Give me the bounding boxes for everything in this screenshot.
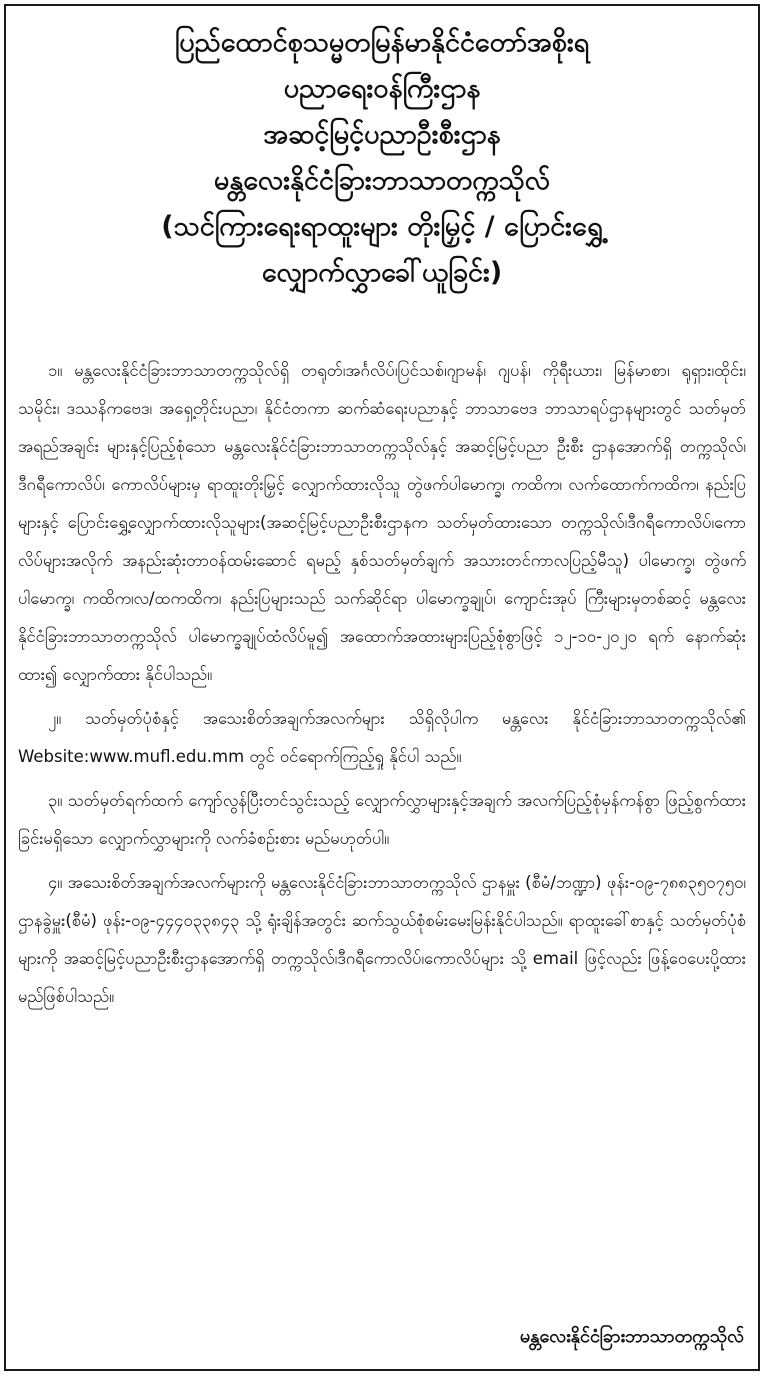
announcement-body [18, 352, 746, 1022]
heading-university: မန္တလေးနိုင်ငံခြားဘာသာတက္ကသိုလ် [213, 165, 551, 196]
signature-university: မန္တလေးနိုင်ငံခြားဘာသာတက္ကသိုလ် [519, 1326, 744, 1347]
paragraph-3: ၃။ သတ်မှတ်ရက်ထက် ကျော်လွန်ပြီးတင်သွင်းသည့် လျှောက်လွှာများနှင့်အချက် အလက်ပြည့်စုံမှန်ကန်စွာ ဖြည့်စွက်ထားခြင်းမရှိသော လျှောက်လွှာများကို လက်ခံစဉ်းစား မည်မဟုတ်ပါ။ [18, 791, 746, 848]
heading-government: ပြည်ထောင်စုသမ္မတမြန်မာနိုင်ငံတော်အစိုးရ [174, 27, 590, 58]
announcement-header [4, 20, 760, 296]
heading-ministry: ပညာရေးဝန်ကြီးဌာန [283, 73, 481, 104]
paragraph-2: ၂။ သတ်မှတ်ပုံစံနှင့် အသေးစိတ်အချက်အလက်များ သိရှိလိုပါက မန္တလေး နိုင်ငံခြားဘာသာတက္ကသိုလ်၏ Website:www.mufl.edu.mm တွင် ဝင်ရောက်ကြည့်ရှု နိုင်ပါ သည်။ [18, 709, 746, 766]
heading-subject-line-1: (သင်ကြားရေးရာထူးများ တိုးမြှင့် / ပြောင်းရွှေ့ [161, 211, 603, 242]
paragraph-4: ၄။ အသေးစိတ်အချက်အလက်များကို မန္တလေးနိုင်ငံခြားဘာသာတက္ကသိုလ် ဌာနမှူး (စီမံ/ဘဏ္ဍာ) ဖုန်း-၀၉-၇၈၈၃၅၀၇၅၀၊ ဌာနခွဲမှူး(စီမံ) ဖုန်း-၀၉-၄၄၄၀၃၃၈၄၃ သို့ ရုံးချိန်အတွင်း ဆက်သွယ်စုံစမ်းမေးမြန်းနိုင်ပါသည်။ ရာထူးခေါ်စာနှင့် သတ်မှတ်ပုံစံ များကို အဆင့်မြင့်ပညာဦးစီးဌာနအောက်ရှိ တက္ကသိုလ်၊ဒီဂရီကောလိပ်၊ကောလိပ်များ သို့ email ဖြင့်လည်း ဖြန့်ဝေပေးပို့ထားမည်ဖြစ်ပါသည်။ [18, 873, 746, 1006]
paragraph-1: ၁။ မန္တလေးနိုင်ငံခြားဘာသာတက္ကသိုလ်ရှိ တရုတ်၊အင်္ဂလိပ်၊ပြင်သစ်၊ဂျာမန်၊ ဂျပန်၊ ကိုရီးယား၊ မြန်မာစာ၊ ရုရှား၊ထိုင်း၊သမိုင်း၊ ဒဿနိကဗေဒ၊ အရှေ့တိုင်းပညာ၊ နိုင်ငံတကာ ဆက်ဆံရေးပညာနှင့် ဘာသာဗေဒ ဘာသာရပ်ဌာနများတွင် သတ်မှတ်အရည်အချင်း များနှင့်ပြည့်စုံသော မန္တလေးနိုင်ငံခြားဘာသာတက္ကသိုလ်နှင့် အဆင့်မြင့်ပညာ ဦးစီး ဌာနအောက်ရှိ တက္ကသိုလ်၊ ဒီဂရီကောလိပ်၊ ကောလိပ်များမှ ရာထူးတိုးမြှင့် လျှောက်ထားလိုသူ တွဲဖက်ပါမောက္ခ၊ ကထိက၊ လက်ထောက်ကထိက၊ နည်းပြများနှင့် ပြောင်းရွှေ့လျှောက်ထားလိုသူများ(အဆင့်မြင့်ပညာဦးစီးဌာနက သတ်မှတ်ထားသော တက္ကသိုလ်၊ဒီဂရီကောလိပ်၊ကောလိပ်များအလိုက် အနည်းဆုံးတာဝန်ထမ်းဆောင် ရမည့် နှစ်သတ်မှတ်ချက် အသားတင်ကာလပြည့်မီသူ) ပါမောက္ခ၊ တွဲဖက်ပါမောက္ခ၊ ကထိက၊လ/ထကထိက၊ နည်းပြများသည် သက်ဆိုင်ရာ ပါမောက္ခချုပ်၊ ကျောင်းအုပ် ကြီးများမှတစ်ဆင့် မန္တလေးနိုင်ငံခြားဘာသာတက္ကသိုလ် ပါမောက္ခချုပ်ထံလိပ်မူ၍ အထောက်အထားများပြည့်စုံစွာဖြင့် ၁၂-၁၀-၂၀၂၀ ရက် နောက်ဆုံးထား၍ လျှောက်ထား နိုင်ပါသည်။ [18, 361, 746, 684]
heading-subject-line-2: လျှောက်လွှာခေါ်ယူခြင်း) [261, 257, 503, 288]
heading-department: အဆင့်မြင့်ပညာဦးစီးဌာန [263, 119, 501, 150]
